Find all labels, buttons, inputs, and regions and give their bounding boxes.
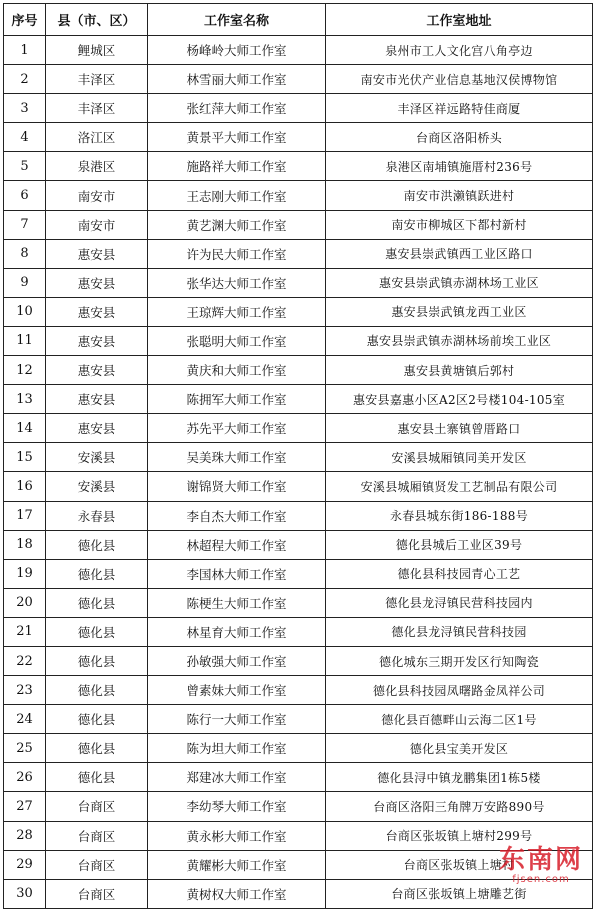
cell-county: 德化县	[46, 676, 148, 705]
cell-county: 永春县	[46, 501, 148, 530]
cell-index: 25	[4, 734, 46, 763]
table-row	[4, 443, 593, 472]
table-row	[4, 676, 593, 705]
cell-studio-name: 杨峰岭大师工作室	[148, 36, 326, 65]
table-row	[4, 239, 593, 268]
cell-studio-name: 李幼琴大师工作室	[148, 792, 326, 821]
table-row	[4, 472, 593, 501]
cell-studio-address: 惠安县崇武镇西工业区路口	[326, 239, 593, 268]
cell-studio-name: 陈行一大师工作室	[148, 705, 326, 734]
table-row	[4, 94, 593, 123]
table-row	[4, 850, 593, 879]
cell-studio-address: 德化县龙浔镇民营科技园内	[326, 588, 593, 617]
cell-studio-address: 德化县科技园青心工艺	[326, 559, 593, 588]
table-row	[4, 123, 593, 152]
cell-county: 惠安县	[46, 356, 148, 385]
table-row	[4, 821, 593, 850]
watermark-logo-text: 东南网	[498, 845, 583, 875]
cell-studio-name: 吴美珠大师工作室	[148, 443, 326, 472]
cell-studio-address: 台商区张坂镇上塘村	[326, 850, 593, 879]
table-row	[4, 588, 593, 617]
table-row	[4, 617, 593, 646]
cell-studio-address: 德化城东三期开发区行知陶瓷	[326, 646, 593, 675]
header-index: 序号	[4, 4, 46, 36]
cell-index: 26	[4, 763, 46, 792]
cell-index: 8	[4, 239, 46, 268]
table-row	[4, 356, 593, 385]
cell-studio-name: 曾素妹大师工作室	[148, 676, 326, 705]
cell-county: 丰泽区	[46, 65, 148, 94]
header-county: 县（市、区）	[46, 4, 148, 36]
cell-index: 14	[4, 414, 46, 443]
cell-index: 16	[4, 472, 46, 501]
cell-studio-address: 德化县宝美开发区	[326, 734, 593, 763]
cell-studio-address: 德化县百德畔山云海二区1号	[326, 705, 593, 734]
cell-studio-name: 陈梗生大师工作室	[148, 588, 326, 617]
cell-studio-address: 惠安县崇武镇赤湖林场前埃工业区	[326, 326, 593, 355]
cell-index: 5	[4, 152, 46, 181]
table-row	[4, 559, 593, 588]
header-studio-name: 工作室名称	[148, 4, 326, 36]
cell-studio-address: 台商区洛阳桥头	[326, 123, 593, 152]
cell-studio-address: 台商区洛阳三角牌万安路890号	[326, 792, 593, 821]
cell-county: 德化县	[46, 763, 148, 792]
cell-studio-name: 黄景平大师工作室	[148, 123, 326, 152]
cell-county: 台商区	[46, 821, 148, 850]
cell-studio-name: 王琼辉大师工作室	[148, 297, 326, 326]
table-body	[4, 36, 593, 909]
cell-studio-name: 陈拥军大师工作室	[148, 385, 326, 414]
cell-studio-name: 施路祥大师工作室	[148, 152, 326, 181]
table-header	[4, 4, 593, 36]
cell-studio-name: 林超程大师工作室	[148, 530, 326, 559]
cell-county: 德化县	[46, 559, 148, 588]
table-row	[4, 385, 593, 414]
cell-studio-address: 惠安县崇武镇龙西工业区	[326, 297, 593, 326]
cell-studio-name: 张红萍大师工作室	[148, 94, 326, 123]
cell-index: 6	[4, 181, 46, 210]
cell-studio-address: 台商区张坂镇上塘雕艺街	[326, 879, 593, 908]
cell-county: 惠安县	[46, 297, 148, 326]
cell-studio-address: 丰泽区祥远路特佳商厦	[326, 94, 593, 123]
cell-studio-address: 泉港区南埔镇施厝村236号	[326, 152, 593, 181]
cell-county: 德化县	[46, 588, 148, 617]
cell-county: 惠安县	[46, 268, 148, 297]
table-row	[4, 414, 593, 443]
table-row	[4, 65, 593, 94]
cell-studio-address: 惠安县崇武镇赤湖林场工业区	[326, 268, 593, 297]
cell-index: 15	[4, 443, 46, 472]
cell-studio-name: 黄艺渊大师工作室	[148, 210, 326, 239]
cell-county: 德化县	[46, 734, 148, 763]
cell-studio-name: 黄树权大师工作室	[148, 879, 326, 908]
cell-index: 22	[4, 646, 46, 675]
table-row	[4, 734, 593, 763]
cell-county: 惠安县	[46, 326, 148, 355]
cell-county: 台商区	[46, 879, 148, 908]
cell-index: 9	[4, 268, 46, 297]
table-row	[4, 879, 593, 908]
table-row	[4, 36, 593, 65]
cell-index: 17	[4, 501, 46, 530]
cell-index: 28	[4, 821, 46, 850]
cell-studio-address: 安溪县城厢镇贤发工艺制品有限公司	[326, 472, 593, 501]
table-row	[4, 181, 593, 210]
cell-studio-name: 苏先平大师工作室	[148, 414, 326, 443]
cell-index: 29	[4, 850, 46, 879]
cell-studio-address: 惠安县土寨镇曾厝路口	[326, 414, 593, 443]
cell-county: 德化县	[46, 530, 148, 559]
cell-studio-name: 李自杰大师工作室	[148, 501, 326, 530]
table-row	[4, 705, 593, 734]
cell-index: 27	[4, 792, 46, 821]
table-row	[4, 326, 593, 355]
cell-studio-address: 永春县城东街186-188号	[326, 501, 593, 530]
table-row	[4, 152, 593, 181]
cell-county: 鲤城区	[46, 36, 148, 65]
cell-studio-name: 张华达大师工作室	[148, 268, 326, 297]
cell-index: 30	[4, 879, 46, 908]
cell-studio-address: 泉州市工人文化宫八角亭边	[326, 36, 593, 65]
cell-index: 18	[4, 530, 46, 559]
cell-studio-address: 南安市光伏产业信息基地汉侯博物馆	[326, 65, 593, 94]
cell-index: 20	[4, 588, 46, 617]
cell-studio-address: 德化县浔中镇龙鹏集团1栋5楼	[326, 763, 593, 792]
cell-studio-address: 南安市柳城区下都村新村	[326, 210, 593, 239]
table-row	[4, 210, 593, 239]
studio-list	[3, 3, 592, 909]
cell-county: 台商区	[46, 850, 148, 879]
table-row	[4, 763, 593, 792]
table-row	[4, 268, 593, 297]
cell-county: 德化县	[46, 646, 148, 675]
cell-studio-name: 黄庆和大师工作室	[148, 356, 326, 385]
cell-studio-name: 黄永彬大师工作室	[148, 821, 326, 850]
cell-county: 南安市	[46, 181, 148, 210]
cell-studio-address: 安溪县城厢镇同美开发区	[326, 443, 593, 472]
cell-index: 13	[4, 385, 46, 414]
cell-studio-name: 谢锦贤大师工作室	[148, 472, 326, 501]
cell-index: 24	[4, 705, 46, 734]
cell-county: 安溪县	[46, 443, 148, 472]
cell-index: 21	[4, 617, 46, 646]
table-row	[4, 297, 593, 326]
header-studio-address: 工作室地址	[326, 4, 593, 36]
studio-table	[3, 3, 593, 909]
cell-studio-name: 郑建冰大师工作室	[148, 763, 326, 792]
cell-index: 3	[4, 94, 46, 123]
cell-index: 19	[4, 559, 46, 588]
cell-index: 10	[4, 297, 46, 326]
cell-county: 惠安县	[46, 239, 148, 268]
cell-studio-address: 惠安县嘉惠小区A2区2号楼104-105室	[326, 385, 593, 414]
cell-index: 4	[4, 123, 46, 152]
cell-studio-name: 黄耀彬大师工作室	[148, 850, 326, 879]
cell-studio-address: 德化县龙浔镇民营科技园	[326, 617, 593, 646]
table-row	[4, 501, 593, 530]
header-row	[4, 4, 593, 36]
cell-county: 惠安县	[46, 385, 148, 414]
cell-studio-address: 德化县城后工业区39号	[326, 530, 593, 559]
cell-index: 12	[4, 356, 46, 385]
cell-studio-address: 南安市洪濑镇跃进村	[326, 181, 593, 210]
cell-county: 洛江区	[46, 123, 148, 152]
cell-county: 南安市	[46, 210, 148, 239]
cell-county: 安溪县	[46, 472, 148, 501]
cell-studio-name: 林星育大师工作室	[148, 617, 326, 646]
table-row	[4, 646, 593, 675]
cell-county: 德化县	[46, 617, 148, 646]
watermark-domain: fjsen.com	[512, 874, 570, 885]
cell-studio-name: 林雪丽大师工作室	[148, 65, 326, 94]
cell-index: 23	[4, 676, 46, 705]
cell-studio-address: 德化县科技园凤曙路金凤祥公司	[326, 676, 593, 705]
cell-studio-name: 张聪明大师工作室	[148, 326, 326, 355]
cell-studio-name: 孙敏强大师工作室	[148, 646, 326, 675]
cell-studio-address: 惠安县黄塘镇后郭村	[326, 356, 593, 385]
cell-county: 惠安县	[46, 414, 148, 443]
cell-county: 德化县	[46, 705, 148, 734]
cell-county: 台商区	[46, 792, 148, 821]
cell-studio-name: 王志刚大师工作室	[148, 181, 326, 210]
cell-county: 泉港区	[46, 152, 148, 181]
cell-index: 11	[4, 326, 46, 355]
cell-index: 1	[4, 36, 46, 65]
cell-index: 7	[4, 210, 46, 239]
cell-studio-name: 许为民大师工作室	[148, 239, 326, 268]
cell-county: 丰泽区	[46, 94, 148, 123]
cell-index: 2	[4, 65, 46, 94]
cell-studio-name: 李国林大师工作室	[148, 559, 326, 588]
table-row	[4, 530, 593, 559]
cell-studio-address: 台商区张坂镇上塘村299号	[326, 821, 593, 850]
cell-studio-name: 陈为坦大师工作室	[148, 734, 326, 763]
table-row	[4, 792, 593, 821]
